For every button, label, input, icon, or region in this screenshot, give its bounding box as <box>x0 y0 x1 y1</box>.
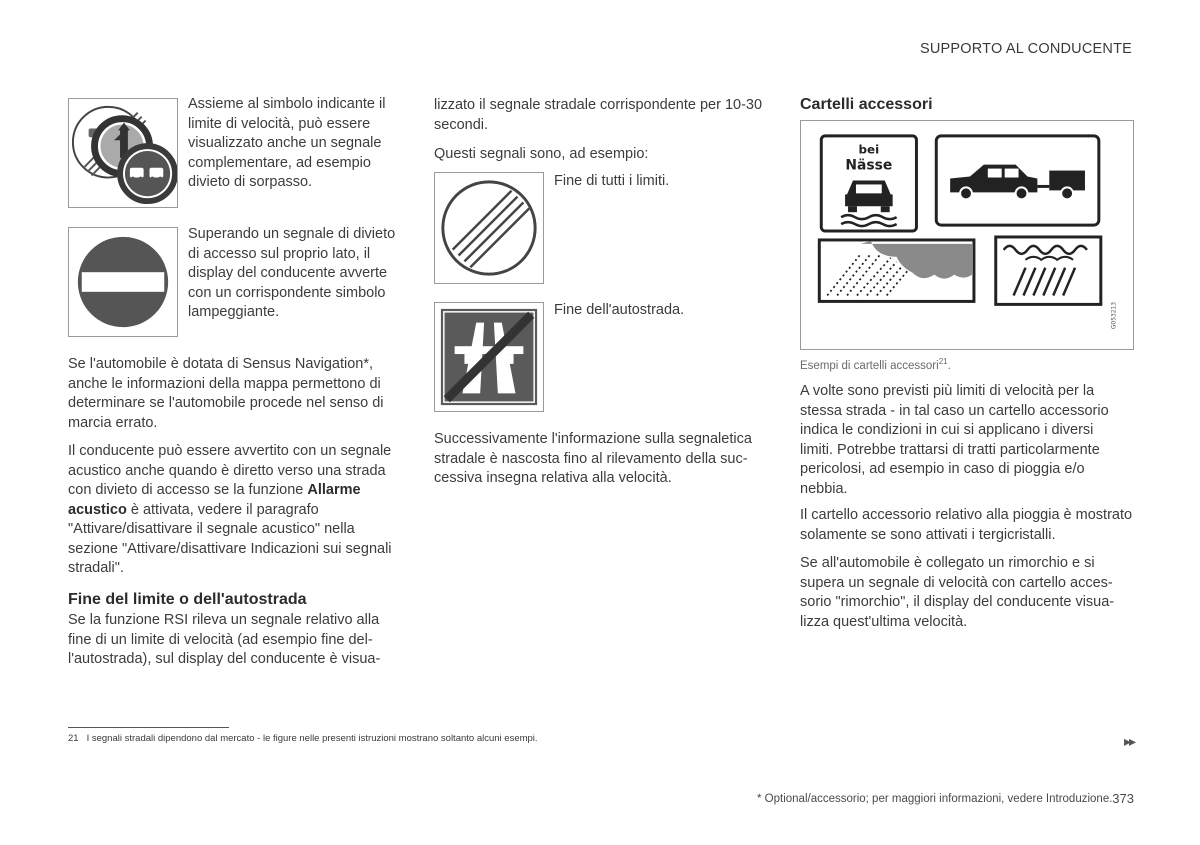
caption-text: Esempi di cartelli accessori <box>800 359 939 372</box>
next-page-arrows: ▸▸ <box>1123 733 1134 749</box>
optional-note: * Optional/accessorio; per maggiori informazioni, vedere Introduzione. <box>757 793 1113 805</box>
accessory-signs-heading: Cartelli accessori <box>800 96 933 113</box>
no-entry-sign-figure <box>68 227 178 337</box>
overtaking-sign-description: Assieme al simbolo indicante il limite di velocità, può essere visualizzato anche un segnale complementare, ad esempio divieto di sorpasso. <box>188 96 386 190</box>
footnote-text: I segnali stradali dipendono dal mercato - le figure nelle presenti istruzioni mostrano soltanto alcuni esempi. <box>86 733 538 744</box>
audible-warning-text-a: Il conducente può essere avvertito con un segnale acustico anche quando è diretto verso una strada con divieto di accesso se la funzione <box>68 443 392 498</box>
image-code: G053213 <box>1110 301 1118 330</box>
trailer-sign-paragraph: Se all'automobile è collegato un rimorchio e si supera un segnale di velocità con cartello acces-sorio "rimorchio", il display del conducente visua-lizza quest'ultima velocità. <box>800 555 1115 630</box>
multiple-limits-paragraph: A volte sono previsti più limiti di velocità per la stessa strada - in tal caso un cartello accessorio indica le condizioni in cui si applicano i diversi limiti. Potrebbe trattarsi di tratti particolarmente pericolosi, ad esempio in caso di pioggia e/o nebbia. <box>800 383 1109 497</box>
end-of-limit-heading: Fine del limite o dell'autostrada <box>68 591 307 608</box>
no-entry-sign-description: Superando un segnale di divieto di accesso sul proprio lato, il display del conducente avverte con un corrispondente simbolo lampeggiante. <box>188 226 396 320</box>
display-duration-paragraph: lizzato il segnale stradale corrispondente per 10-30 secondi. <box>434 97 763 133</box>
accessory-signs-caption <box>800 357 951 372</box>
audible-warning-text-b: è attivata, vedere il paragrafo "Attivare/disattivare il segnale acustico" nella sezione "Attivare/disattivare Indicazioni sui segnali stradali". <box>68 501 392 576</box>
sign-text-line1: bei <box>858 142 880 157</box>
sign-hidden-paragraph: Successivamente l'informazione sulla segnaletica stradale è nascosta fino al rilevamento della suc-cessiva insegna relativa alla velocità. <box>434 431 752 486</box>
audible-warning-paragraph <box>68 442 400 579</box>
sensus-navigation-paragraph: Se l'automobile è dotata di Sensus Navigation*, anche le informazioni della mappa permettono di determinare se l'automobile procede nel senso di marcia errato. <box>68 356 384 431</box>
rain-sign-paragraph: Il cartello accessorio relativo alla pioggia è mostrato solamente se sono attivati i tergicristalli. <box>800 507 1133 543</box>
accessory-signs-figure <box>800 120 1134 350</box>
end-of-limit-paragraph: Se la funzione RSI rileva un segnale relativo alla fine di un limite di velocità (ad esempio fine del-l'autostrada), sul display del conducente è visua- <box>68 612 381 667</box>
end-of-motorway-label: Fine dell'autostrada. <box>554 302 685 318</box>
footnote-rule <box>68 727 229 728</box>
section-header: SUPPORTO AL CONDUCENTE <box>919 41 1132 57</box>
end-of-all-limits-sign-figure <box>434 172 544 284</box>
sign-examples-intro: Questi segnali sono, ad esempio: <box>434 146 649 162</box>
page-number: 373 <box>1112 791 1134 806</box>
end-of-all-limits-label: Fine di tutti i limiti. <box>554 173 670 189</box>
caption-footnote-ref: 21 <box>938 357 948 366</box>
overtaking-sign-figure <box>68 98 178 208</box>
end-of-motorway-sign-figure <box>434 302 544 412</box>
sign-text-line2: Nässe <box>845 157 893 174</box>
footnote-number: 21 <box>68 733 79 744</box>
caption-end: . <box>947 359 951 372</box>
footnote <box>68 733 538 744</box>
audible-warning-function-name: Allarme acustico <box>68 482 361 518</box>
